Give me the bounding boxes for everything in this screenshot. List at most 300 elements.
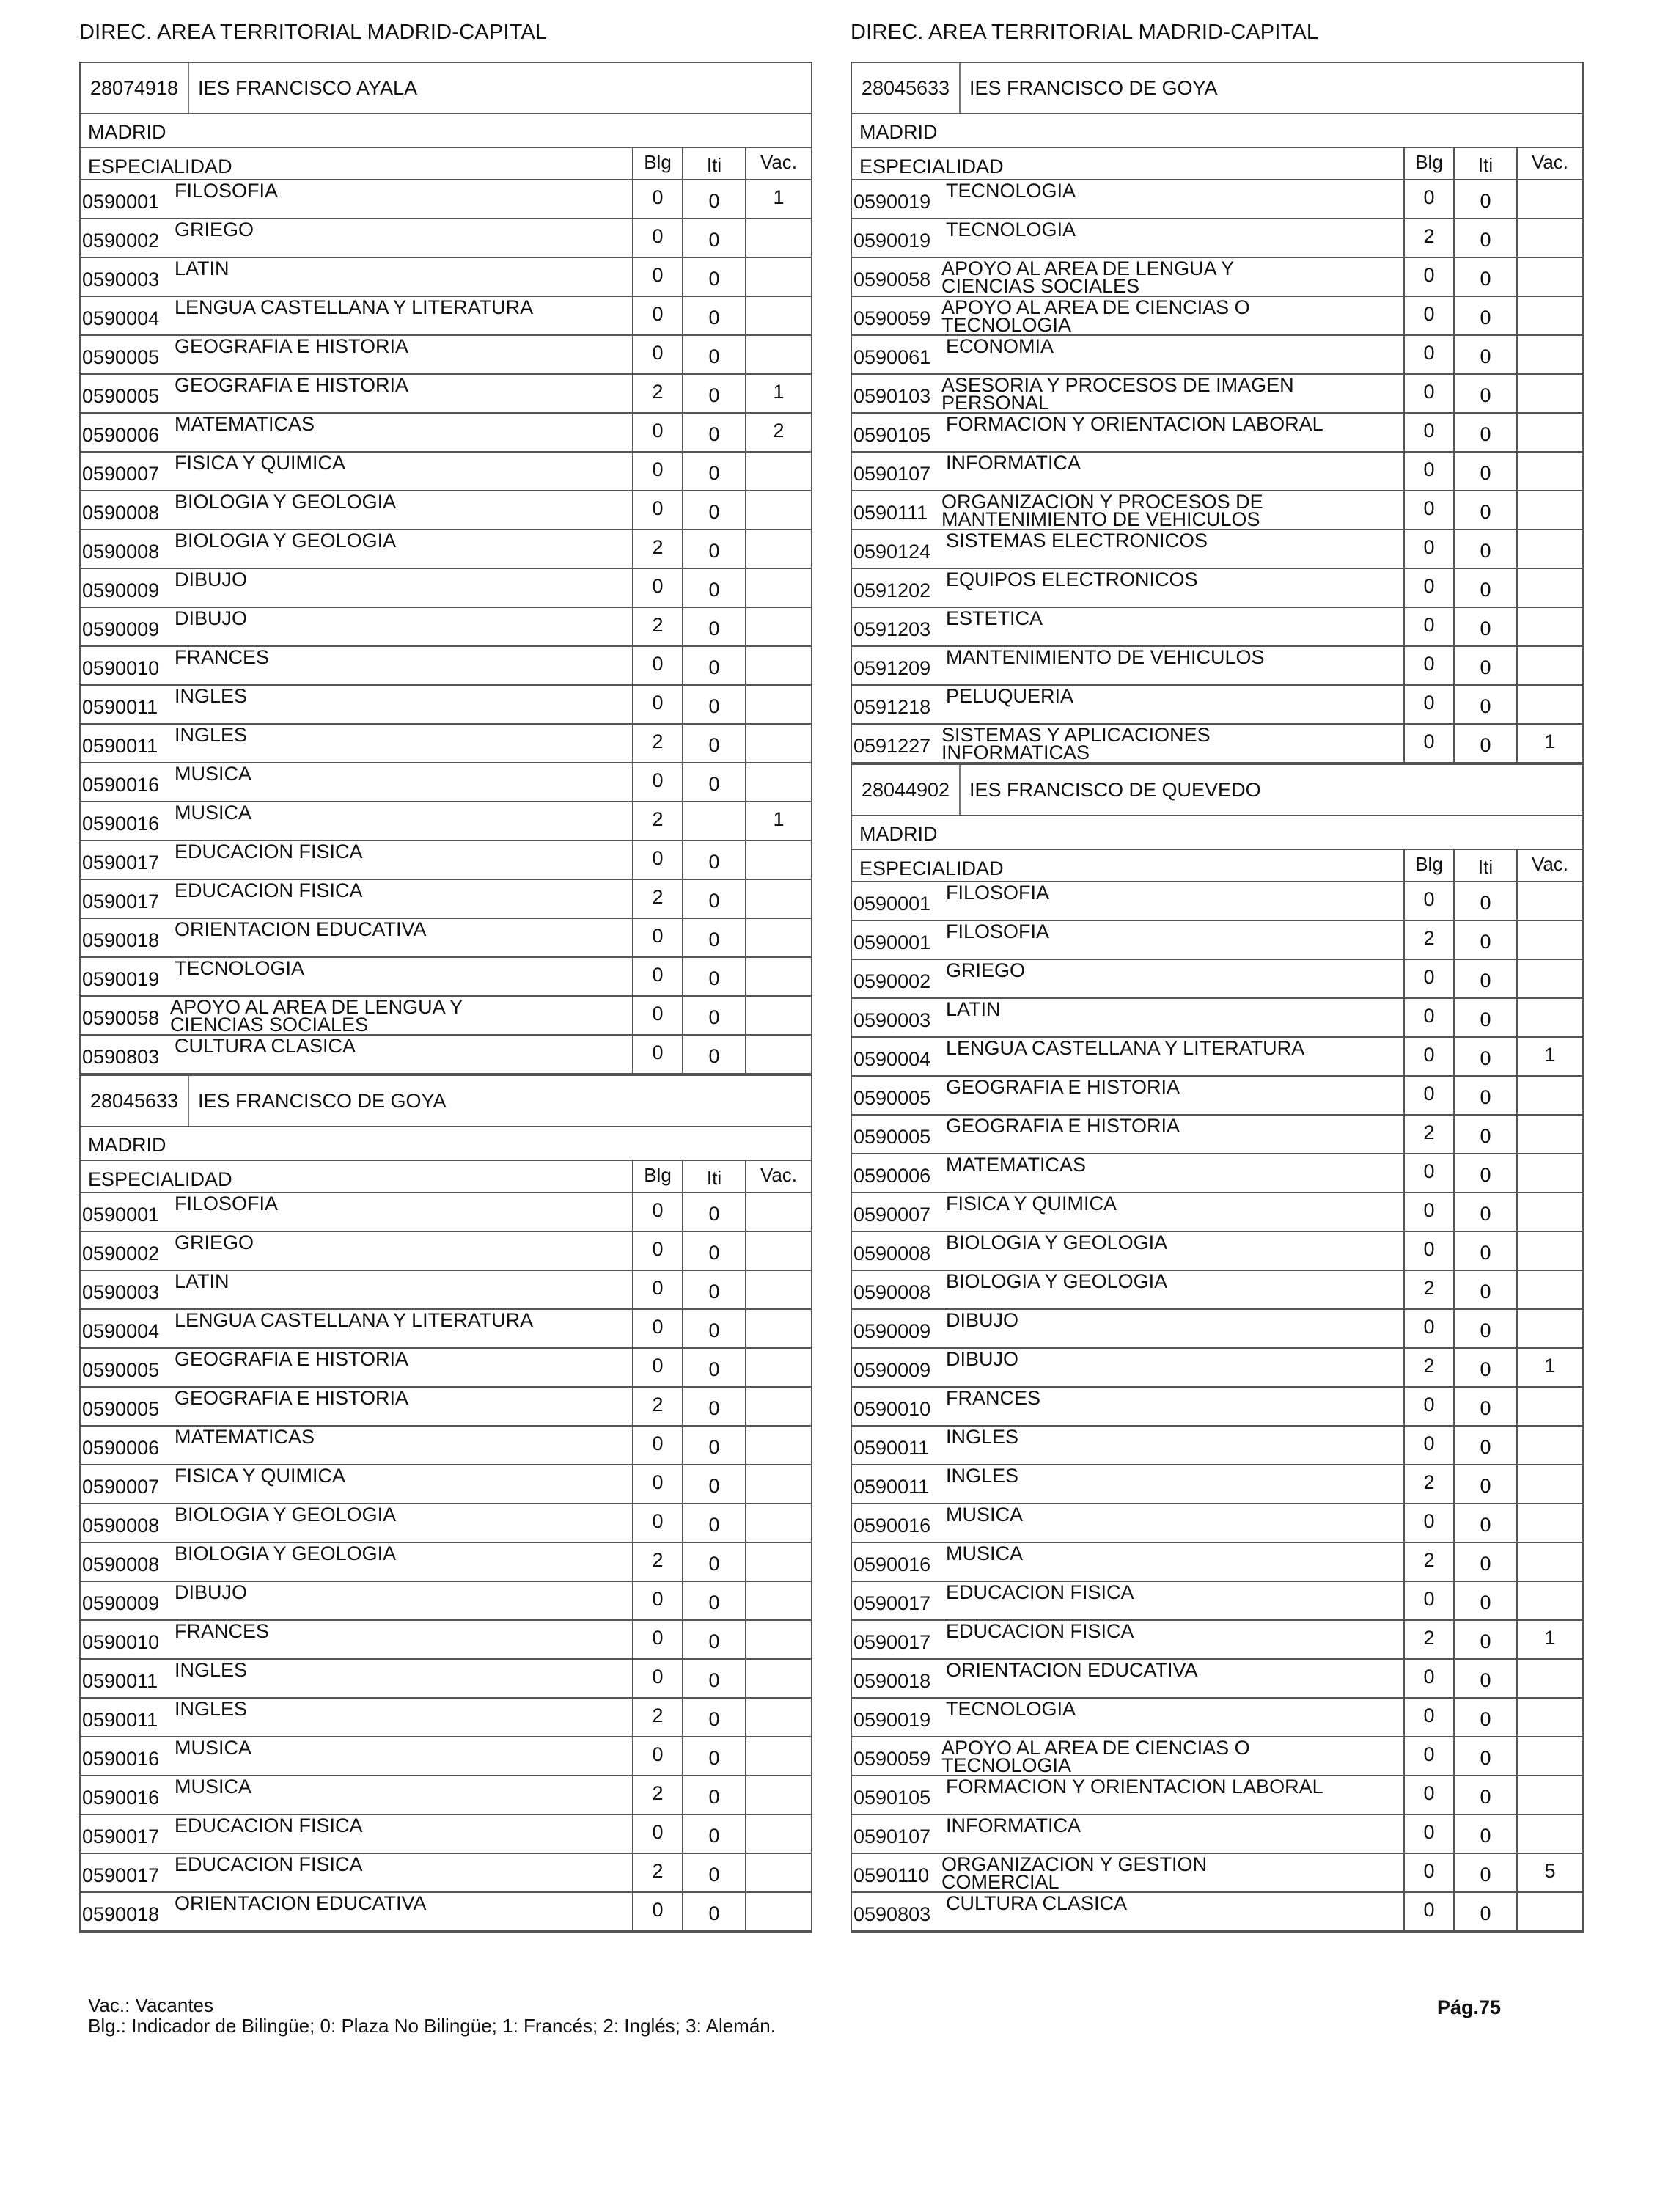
especialidad-name (175, 1389, 408, 1407)
school-city: MADRID (852, 114, 1582, 148)
table-row (81, 1776, 811, 1815)
right-school-blocks (851, 62, 1584, 1933)
table-row (852, 219, 1582, 258)
especialidad-code: 0590058 (853, 268, 931, 290)
especialidad-name (946, 1776, 1323, 1798)
iti-cell: 0 (683, 491, 746, 529)
iti-cell: 0 (683, 414, 746, 451)
iti-cell: 0 (1455, 258, 1518, 296)
iti-cell: 0 (1455, 1038, 1518, 1075)
especialidad-name-line2: PERSONAL (941, 392, 1050, 414)
especialidad-name (175, 802, 252, 824)
iti-cell: 0 (683, 180, 746, 218)
especialidad-name-line1: APOYO AL AREA DE LENGUA Y (170, 996, 463, 1018)
especialidad-code: 0590009 (853, 1359, 931, 1381)
table-row (852, 1699, 1582, 1737)
school-name: IES FRANCISCO DE GOYA (198, 1089, 447, 1112)
especialidad-name-line1: LENGUA CASTELLANA Y LITERATURA (946, 1037, 1305, 1059)
especialidad-cell (81, 219, 633, 257)
especialidad-code: 0590005 (853, 1126, 931, 1148)
especialidad-name-line1: FORMACION Y ORIENTACION LABORAL (946, 413, 1323, 435)
iti-cell: 0 (683, 1193, 746, 1231)
iti-cell: 0 (683, 297, 746, 334)
especialidad-code: 0590017 (82, 1825, 160, 1847)
blg-cell: 0 (1405, 530, 1455, 568)
especialidad-name-line1: INGLES (175, 685, 248, 707)
vac-cell (746, 1193, 811, 1231)
vac-cell (1518, 336, 1582, 373)
especialidad-cell (852, 1504, 1405, 1542)
especialidad-cell (852, 921, 1405, 959)
blg-cell: 0 (1405, 414, 1455, 451)
especialidad-code: 0590010 (853, 1398, 931, 1420)
especialidad-code: 0590007 (82, 1476, 160, 1498)
especialidad-code: 0590017 (82, 852, 160, 874)
blg-cell: 0 (1405, 608, 1455, 645)
especialidad-name-line1: GEOGRAFIA E HISTORIA (175, 335, 409, 357)
table-row (852, 180, 1582, 219)
especialidad-code: 0590105 (853, 1787, 931, 1809)
table-row (852, 1815, 1582, 1854)
especialidad-name-line1: MATEMATICAS (175, 413, 315, 435)
legend-vacantes: Vac.: Vacantes (88, 1994, 214, 2016)
especialidad-code: 0590016 (82, 813, 160, 835)
especialidad-name-line1: ORIENTACION EDUCATIVA (946, 1659, 1198, 1681)
especialidad-name-line1: MATEMATICAS (946, 1154, 1087, 1176)
vac-cell (1518, 999, 1582, 1036)
vac-cell (746, 880, 811, 918)
table-row (81, 1621, 811, 1660)
vac-cell (1518, 1660, 1582, 1697)
especialidad-cell (852, 1077, 1405, 1114)
especialidad-name-line1: LATIN (175, 257, 229, 279)
especialidad-code: 0590001 (82, 1204, 160, 1226)
table-row (852, 1504, 1582, 1543)
especialidad-name (946, 648, 1265, 666)
especialidad-code: 0590011 (82, 1709, 158, 1731)
especialidad-name (941, 257, 1235, 297)
especialidad-name-line1: LATIN (946, 998, 1001, 1020)
especialidad-name-line1: LATIN (175, 1270, 229, 1292)
especialidad-name-line1: APOYO AL AREA DE CIENCIAS O (941, 296, 1250, 318)
especialidad-cell (852, 375, 1405, 412)
especialidad-code: 0590016 (82, 774, 160, 796)
especialidad-code: 0590017 (82, 890, 160, 912)
page-number: Pág.75 (1437, 1996, 1502, 2018)
blg-cell: 0 (633, 180, 683, 218)
especialidad-code: 0590004 (82, 1320, 160, 1342)
especialidad-code: 0590018 (853, 1670, 931, 1692)
table-row (81, 880, 811, 919)
vac-cell (1518, 882, 1582, 920)
especialidad-cell (81, 1893, 633, 1930)
especialidad-name-line1: EDUCACION FISICA (175, 1853, 363, 1875)
iti-cell: 0 (1455, 1349, 1518, 1386)
vac-cell: 1 (1544, 730, 1556, 752)
especialidad-cell (852, 960, 1405, 997)
especialidad-name-line1: DIBUJO (175, 607, 248, 629)
iti-cell: 0 (1455, 686, 1518, 723)
especialidad-name (175, 879, 363, 901)
vac-cell (746, 1504, 811, 1542)
table-row (81, 1815, 811, 1854)
vac-cell: 1 (773, 808, 785, 830)
vac-cell (1518, 453, 1582, 490)
blg-cell: 0 (1405, 1815, 1455, 1853)
especialidad-cell (852, 1193, 1405, 1231)
iti-cell: 0 (1455, 1582, 1518, 1619)
especialidad-name-line1: TECNOLOGIA (946, 219, 1076, 241)
table-row (852, 725, 1582, 763)
especialidad-name (175, 1037, 356, 1055)
especialidad-name-line1: MATEMATICAS (175, 1426, 315, 1448)
iti-cell: 0 (683, 958, 746, 995)
especialidad-cell (81, 1036, 633, 1073)
table-row (81, 219, 811, 258)
especialidad-name-line1: MUSICA (946, 1542, 1024, 1564)
iti-cell: 0 (683, 841, 746, 879)
iti-cell: 0 (1455, 1271, 1518, 1308)
school-block (851, 763, 1584, 1933)
especialidad-name-line1: EQUIPOS ELECTRONICOS (946, 568, 1198, 590)
iti-cell: 0 (1455, 1504, 1518, 1542)
iti-cell: 0 (1455, 375, 1518, 412)
iti-cell: 0 (1455, 1621, 1518, 1658)
especialidad-cell (852, 1815, 1405, 1853)
especialidad-name (946, 920, 1050, 942)
vac-cell (1518, 1737, 1582, 1775)
especialidad-name-line1: TECNOLOGIA (946, 1698, 1076, 1720)
vac-cell (746, 725, 811, 762)
table-row (852, 1582, 1582, 1621)
especialidad-cell (81, 686, 633, 723)
iti-cell: 0 (1455, 1427, 1518, 1464)
especialidad-name-line1: APOYO AL AREA DE LENGUA Y (941, 257, 1235, 279)
especialidad-code: 0591218 (853, 696, 931, 718)
especialidad-name-line1: BIOLOGIA Y GEOLOGIA (175, 530, 397, 552)
school-city: MADRID (81, 1127, 811, 1161)
iti-cell: 0 (1455, 1543, 1518, 1581)
especialidad-name (175, 959, 304, 977)
especialidad-cell (852, 1893, 1405, 1930)
especialidad-name (175, 415, 315, 433)
especialidad-name (175, 530, 397, 552)
header-vac: Vac. (1531, 853, 1569, 875)
especialidad-name-line1: FISICA Y QUIMICA (175, 452, 346, 474)
iti-cell: 0 (683, 1310, 746, 1347)
especialidad-code: 0590002 (82, 1242, 160, 1264)
especialidad-name-line1: GRIEGO (946, 959, 1026, 981)
iti-cell: 0 (1455, 1854, 1518, 1891)
table-row (81, 336, 811, 375)
iti-cell: 0 (683, 1737, 746, 1775)
especialidad-code: 0590008 (82, 1515, 160, 1537)
especialidad-name (175, 454, 345, 472)
iti-cell: 0 (1455, 336, 1518, 373)
especialidad-name (946, 1894, 1127, 1912)
iti-cell: 0 (683, 1893, 746, 1930)
vac-cell (746, 1465, 811, 1503)
vac-cell (1518, 1232, 1582, 1270)
especialidad-code: 0590009 (82, 579, 160, 601)
especialidad-cell (81, 1427, 633, 1464)
iti-cell (683, 802, 746, 840)
vac-cell (746, 1660, 811, 1697)
especialidad-cell (81, 180, 633, 218)
iti-cell: 0 (683, 530, 746, 568)
especialidad-name (946, 1311, 1018, 1329)
iti-cell: 0 (683, 608, 746, 645)
especialidad-cell (81, 491, 633, 529)
especialidad-name-line1: GEOGRAFIA E HISTORIA (175, 1348, 409, 1370)
especialidad-name-line1: BIOLOGIA Y GEOLOGIA (946, 1270, 1168, 1292)
table-row (852, 960, 1582, 999)
especialidad-name-line2: TECNOLOGIA (941, 314, 1072, 336)
especialidad-code: 0590004 (853, 1048, 931, 1070)
vac-cell (1518, 1465, 1582, 1503)
especialidad-code: 0590003 (853, 1009, 931, 1031)
iti-cell: 0 (1455, 1815, 1518, 1853)
iti-cell: 0 (683, 1815, 746, 1853)
vac-cell (1518, 608, 1582, 645)
especialidad-code: 0590009 (82, 1592, 160, 1614)
especialidad-name-line1: FISICA Y QUIMICA (946, 1193, 1117, 1215)
especialidad-name-line1: FORMACION Y ORIENTACION LABORAL (946, 1776, 1323, 1798)
school-code: 28074918 (81, 63, 189, 113)
table-row (852, 1893, 1582, 1932)
especialidad-name (946, 1389, 1040, 1407)
especialidad-name-line1: FILOSOFIA (946, 920, 1050, 942)
school-code: 28044902 (852, 765, 961, 815)
vac-cell (1518, 1893, 1582, 1930)
especialidad-cell (81, 569, 633, 607)
blg-cell: 0 (1405, 1077, 1455, 1114)
especialidad-name (175, 1700, 247, 1718)
vac-cell (746, 763, 811, 801)
table-row (852, 1193, 1582, 1232)
especialidad-cell (852, 1232, 1405, 1270)
especialidad-name (946, 687, 1073, 705)
especialidad-name-line1: INGLES (175, 1659, 248, 1681)
especialidad-code: 0590111 (853, 502, 928, 524)
especialidad-code: 0590008 (82, 541, 160, 563)
table-row (852, 569, 1582, 608)
especialidad-cell (81, 1271, 633, 1308)
iti-cell: 0 (1455, 882, 1518, 920)
especialidad-name (946, 1078, 1180, 1096)
especialidad-name (175, 296, 534, 318)
table-row (852, 375, 1582, 414)
header-iti: Iti (683, 148, 746, 179)
especialidad-name-line1: SISTEMAS Y APLICACIONES (941, 724, 1211, 746)
especialidad-cell (852, 1427, 1405, 1464)
column-header-row (81, 1161, 811, 1193)
header-especialidad: ESPECIALIDAD (852, 148, 1405, 179)
vac-cell (1518, 297, 1582, 334)
especialidad-cell (852, 1154, 1405, 1192)
table-row (81, 453, 811, 491)
especialidad-code: 0590002 (853, 970, 931, 992)
blg-cell: 0 (633, 997, 683, 1034)
table-row (852, 258, 1582, 297)
especialidad-name-line1: TECNOLOGIA (175, 957, 305, 979)
blg-cell: 2 (633, 1388, 683, 1425)
iti-cell: 0 (1455, 1893, 1518, 1930)
vac-cell (746, 1699, 811, 1736)
especialidad-code: 0590107 (853, 463, 931, 485)
especialidad-name-line1: GRIEGO (175, 1231, 254, 1253)
blg-cell: 0 (633, 1660, 683, 1697)
iti-cell: 0 (1455, 1388, 1518, 1425)
especialidad-code: 0590061 (853, 346, 931, 368)
iti-cell: 0 (683, 1504, 746, 1542)
iti-cell: 0 (1455, 219, 1518, 257)
especialidad-name-line1: DIBUJO (175, 1581, 248, 1603)
table-row (81, 725, 811, 763)
header-blg: Blg (1405, 850, 1455, 881)
blg-cell: 0 (1405, 1154, 1455, 1192)
especialidad-name-line1: GRIEGO (175, 219, 254, 241)
blg-cell: 0 (1405, 1582, 1455, 1619)
blg-cell: 0 (1405, 725, 1455, 762)
school-header (852, 63, 1582, 114)
blg-cell: 0 (1405, 1310, 1455, 1347)
especialidad-code: 0590003 (82, 1281, 160, 1303)
especialidad-name-line1: MUSICA (175, 1776, 252, 1798)
iti-cell: 0 (1455, 960, 1518, 997)
vac-cell: 1 (1544, 1355, 1556, 1377)
iti-cell: 0 (683, 1232, 746, 1270)
table-row (81, 1699, 811, 1737)
especialidad-code: 0590059 (853, 1748, 931, 1770)
especialidad-name-line1: ESTETICA (946, 607, 1043, 629)
header-blg: Blg (633, 1161, 683, 1192)
especialidad-cell (81, 1388, 633, 1425)
table-row (81, 1660, 811, 1699)
especialidad-cell (852, 336, 1405, 373)
especialidad-name (946, 1622, 1134, 1640)
vac-cell (746, 1388, 811, 1425)
vac-cell (746, 336, 811, 373)
blg-cell: 0 (1405, 1854, 1455, 1891)
especialidad-name-line1: PELUQUERIA (946, 685, 1074, 707)
blg-cell: 0 (633, 258, 683, 296)
especialidad-cell (81, 880, 633, 918)
especialidad-code: 0590001 (853, 931, 931, 953)
blg-cell: 0 (1405, 960, 1455, 997)
iti-cell: 0 (1455, 1310, 1518, 1347)
especialidad-name (175, 1193, 279, 1215)
header-vac: Vac. (760, 1164, 798, 1186)
especialidad-cell (81, 1582, 633, 1619)
especialidad-name-line1: ORIENTACION EDUCATIVA (175, 1892, 427, 1914)
table-row (852, 686, 1582, 725)
especialidad-name (175, 1853, 363, 1875)
especialidad-name (175, 765, 251, 783)
especialidad-name-line1: FISICA Y QUIMICA (175, 1465, 346, 1487)
especialidad-name (175, 1776, 252, 1798)
especialidad-cell (81, 608, 633, 645)
especialidad-name (946, 180, 1076, 202)
table-row (852, 1116, 1582, 1154)
vac-cell (1518, 686, 1582, 723)
iti-cell: 0 (683, 1543, 746, 1581)
iti-cell: 0 (1455, 1465, 1518, 1503)
especialidad-cell (852, 999, 1405, 1036)
table-row (852, 1776, 1582, 1815)
especialidad-name (175, 257, 229, 279)
header-iti: Iti (683, 1161, 746, 1192)
especialidad-name (175, 841, 363, 863)
vac-cell (746, 258, 811, 296)
vac-cell (746, 1815, 811, 1853)
right-column (851, 18, 1584, 1933)
especialidad-name (175, 920, 427, 938)
especialidad-cell (81, 1310, 633, 1347)
blg-cell: 0 (633, 958, 683, 995)
especialidad-cell (852, 453, 1405, 490)
iti-cell: 0 (683, 1776, 746, 1814)
table-row (81, 647, 811, 686)
school-city: MADRID (81, 114, 811, 148)
especialidad-cell (852, 1660, 1405, 1697)
header-especialidad: ESPECIALIDAD (81, 148, 633, 179)
blg-cell: 0 (1405, 882, 1455, 920)
especialidad-name (175, 1542, 397, 1564)
especialidad-cell (81, 958, 633, 995)
especialidad-name-line2: COMERCIAL (941, 1871, 1059, 1893)
iti-cell: 0 (1455, 1116, 1518, 1153)
especialidad-code: 0590005 (82, 1398, 160, 1420)
vac-cell (1518, 1388, 1582, 1425)
blg-cell: 2 (633, 725, 683, 762)
blg-cell: 0 (633, 1193, 683, 1231)
iti-cell: 0 (1455, 569, 1518, 607)
especialidad-code: 0591203 (853, 618, 931, 640)
vac-cell (746, 1854, 811, 1891)
iti-cell: 0 (1455, 1699, 1518, 1736)
especialidad-name-line1: MUSICA (946, 1504, 1024, 1526)
especialidad-cell (81, 1660, 633, 1697)
especialidad-cell (852, 180, 1405, 218)
table-row (81, 686, 811, 725)
iti-cell: 0 (683, 1388, 746, 1425)
iti-cell: 0 (1455, 180, 1518, 218)
table-row (852, 453, 1582, 491)
especialidad-code: 0591227 (853, 735, 931, 757)
column-header-row (81, 148, 811, 180)
vac-cell (1518, 491, 1582, 529)
especialidad-code: 0590003 (82, 268, 160, 290)
blg-cell: 0 (1405, 1427, 1455, 1464)
especialidad-cell (81, 1737, 633, 1775)
vac-cell (1518, 219, 1582, 257)
especialidad-name-line2: MANTENIMIENTO DE VEHICULOS (941, 508, 1260, 530)
especialidad-code: 0590017 (853, 1631, 931, 1653)
especialidad-name-line1: INGLES (946, 1426, 1019, 1448)
table-row (81, 1543, 811, 1582)
vac-cell: 2 (773, 420, 785, 442)
especialidad-cell (81, 1815, 633, 1853)
iti-cell: 0 (683, 1660, 746, 1697)
blg-cell: 2 (1405, 1349, 1455, 1386)
especialidad-name-line2: CIENCIAS SOCIALES (170, 1014, 369, 1036)
vac-cell (746, 1582, 811, 1619)
iti-cell: 0 (683, 1036, 746, 1073)
vac-cell (746, 1776, 811, 1814)
table-row (81, 1271, 811, 1310)
blg-cell: 0 (633, 919, 683, 956)
